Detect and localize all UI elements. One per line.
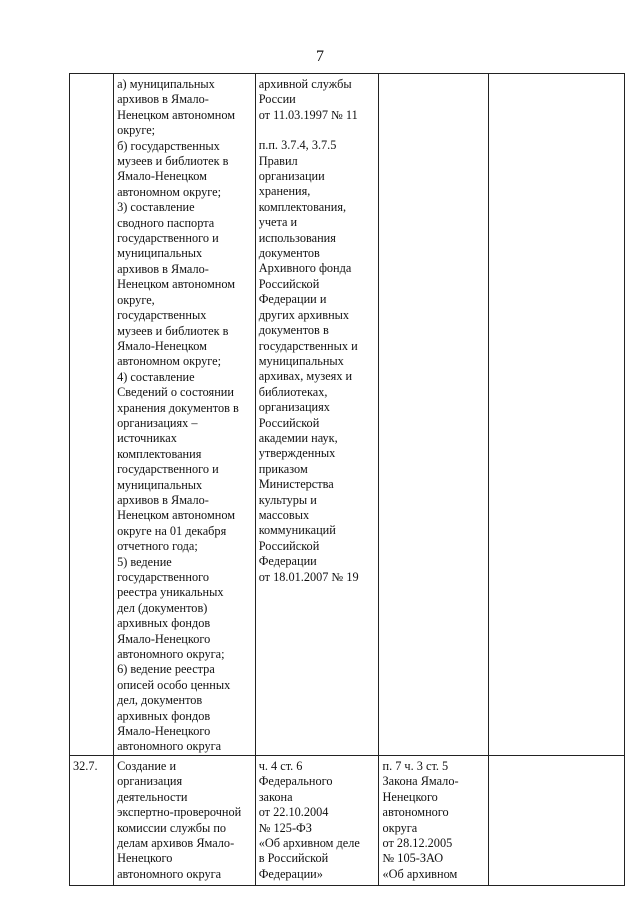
text-line: приказом xyxy=(258,461,308,476)
text-line: сводного паспорта xyxy=(117,215,215,230)
text-line: автономном округе; xyxy=(117,184,222,199)
text-line: документов xyxy=(258,246,320,261)
text-line: архивов в Ямало- xyxy=(117,92,209,107)
text-line: от 28.12.2005 xyxy=(382,835,453,850)
text-line: дел (документов) xyxy=(117,600,208,615)
page-number: 7 xyxy=(316,48,324,65)
text-line: автономного xyxy=(382,805,449,820)
text-line: ч. 4 ст. 6 xyxy=(258,758,303,773)
legal-basis-federal-cell xyxy=(255,755,379,885)
text-line: округе на 01 декабря xyxy=(117,523,227,538)
text-line: экспертно-проверочной xyxy=(117,805,242,820)
text-line: закона xyxy=(258,789,293,804)
text-line: массовых xyxy=(258,507,310,522)
cell-text xyxy=(259,138,376,585)
text-line: дел, документов xyxy=(117,693,203,708)
text-line: Российской xyxy=(258,415,320,430)
text-line: Ненецком автономном xyxy=(117,107,236,122)
text-line: от 11.03.1997 № 11 xyxy=(258,107,358,122)
text-line: «Об архивном деле xyxy=(258,835,360,850)
text-line: делам архивов Ямало- xyxy=(117,835,235,850)
text-line: № 125-ФЗ xyxy=(258,820,312,835)
text-line: Архивного фонда xyxy=(258,261,352,276)
text-line: источниках xyxy=(117,431,177,446)
text-line: музеев и библиотек в xyxy=(117,323,229,338)
text-line: России xyxy=(258,92,296,107)
text-line: хранения, xyxy=(258,184,311,199)
text-line: а) муниципальных xyxy=(117,77,215,91)
text-line: академии наук, xyxy=(258,430,338,445)
text-line: отчетного года; xyxy=(117,539,198,554)
text-line: описей особо ценных xyxy=(117,677,231,692)
text-line: муниципальных xyxy=(117,477,203,492)
text-line: Ненецкого xyxy=(117,851,173,866)
document-table xyxy=(69,73,625,886)
text-line: Ямало-Ненецкого xyxy=(117,631,211,646)
cell-text xyxy=(259,77,376,123)
text-line: от 22.10.2004 xyxy=(258,805,329,820)
text-line: 4) составление xyxy=(117,369,195,384)
text-line: Федерации» xyxy=(258,866,323,881)
service-description-cell xyxy=(114,74,256,756)
row-number-cell: 32.7. xyxy=(70,755,114,885)
text-line: б) государственных xyxy=(117,138,220,153)
text-line: хранения документов в xyxy=(117,400,239,415)
text-line: округа xyxy=(382,820,418,835)
text-line: государственного xyxy=(117,570,210,584)
text-line: государственных xyxy=(117,308,207,323)
row-number-cell xyxy=(70,74,114,756)
text-line: Ямало-Ненецкого xyxy=(117,724,211,739)
text-line: автономном округе; xyxy=(117,354,222,369)
text-line: Сведений о состоянии xyxy=(117,385,234,400)
text-line: архивах, музеях и xyxy=(258,369,353,384)
text-line: государственного и xyxy=(117,231,219,246)
text-line: архивных фондов xyxy=(117,616,211,631)
text-line: организациях – xyxy=(117,415,198,430)
text-line: государственного и xyxy=(117,462,219,477)
text-line: 5) ведение xyxy=(117,554,172,569)
text-line: архивной службы xyxy=(258,77,352,91)
text-line: деятельности xyxy=(117,789,188,804)
cell-text xyxy=(259,759,376,882)
text-line: музеев и библиотек в xyxy=(117,154,229,169)
text-line: утвержденных xyxy=(258,446,336,461)
text-line: Российской xyxy=(258,538,320,553)
text-line: архивов в Ямало- xyxy=(117,261,209,276)
text-line: комплектования xyxy=(117,446,202,461)
text-line: 6) ведение реестра xyxy=(117,662,215,677)
table-row xyxy=(70,74,625,756)
text-line: других архивных xyxy=(258,307,350,322)
text-line: Создание и xyxy=(117,758,177,773)
text-line: Федерации xyxy=(258,554,317,569)
text-line: Федерального xyxy=(258,774,333,789)
text-line: автономного округа; xyxy=(117,647,225,662)
text-line: Российской xyxy=(258,276,320,291)
text-line: документов в xyxy=(258,323,329,338)
text-line: архивных фондов xyxy=(117,708,211,723)
text-line: муниципальных xyxy=(117,246,203,261)
text-line: организации xyxy=(258,169,325,184)
text-line: Закона Ямало- xyxy=(382,774,459,789)
text-line: комиссии службы по xyxy=(117,820,227,835)
text-line: реестра уникальных xyxy=(117,585,224,600)
table-row xyxy=(70,755,625,885)
text-line: государственных и xyxy=(258,338,358,353)
text-line: муниципальных xyxy=(258,353,344,368)
text-line: 3) составление xyxy=(117,200,195,215)
text-line: комплектования, xyxy=(258,199,347,214)
text-line: Ямало-Ненецком xyxy=(117,338,207,353)
text-line: Ненецком автономном xyxy=(117,508,236,523)
text-line: Федерации и xyxy=(258,292,327,307)
service-description-cell xyxy=(114,755,256,885)
text-line: «Об архивном xyxy=(382,866,458,881)
text-line: в Российской xyxy=(258,851,329,866)
legal-basis-regional-cell xyxy=(379,74,488,756)
text-line: культуры и xyxy=(258,492,317,507)
notes-cell xyxy=(488,755,624,885)
text-line: автономного округа xyxy=(117,866,222,881)
text-line: п. 7 ч. 3 ст. 5 xyxy=(382,758,449,773)
text-line: использования xyxy=(258,230,336,245)
text-line: Ненецкого xyxy=(382,789,438,804)
text-line: Ямало-Ненецком xyxy=(117,169,207,184)
notes-cell xyxy=(488,74,624,756)
text-line: Министерства xyxy=(258,477,334,492)
cell-text xyxy=(117,77,252,755)
text-line: округе; xyxy=(117,123,156,138)
cell-text xyxy=(382,759,484,882)
text-line: учета и xyxy=(258,215,298,230)
text-line: коммуникаций xyxy=(258,523,336,538)
text-line: библиотеках, xyxy=(258,384,328,399)
text-line: Ненецком автономном xyxy=(117,277,236,292)
text-line: п.п. 3.7.4, 3.7.5 xyxy=(258,138,337,153)
text-line: архивов в Ямало- xyxy=(117,492,209,507)
text-line: автономного округа xyxy=(117,739,222,754)
text-line: организация xyxy=(117,774,183,789)
text-line: Правил xyxy=(258,153,298,168)
text-line: округе, xyxy=(117,292,155,307)
text-line: от 18.01.2007 № 19 xyxy=(258,569,359,584)
text-line: № 105-ЗАО xyxy=(382,851,444,866)
cell-text xyxy=(117,759,252,882)
legal-basis-federal-cell xyxy=(255,74,379,756)
text-line: организациях xyxy=(258,400,330,415)
legal-basis-regional-cell xyxy=(379,755,488,885)
